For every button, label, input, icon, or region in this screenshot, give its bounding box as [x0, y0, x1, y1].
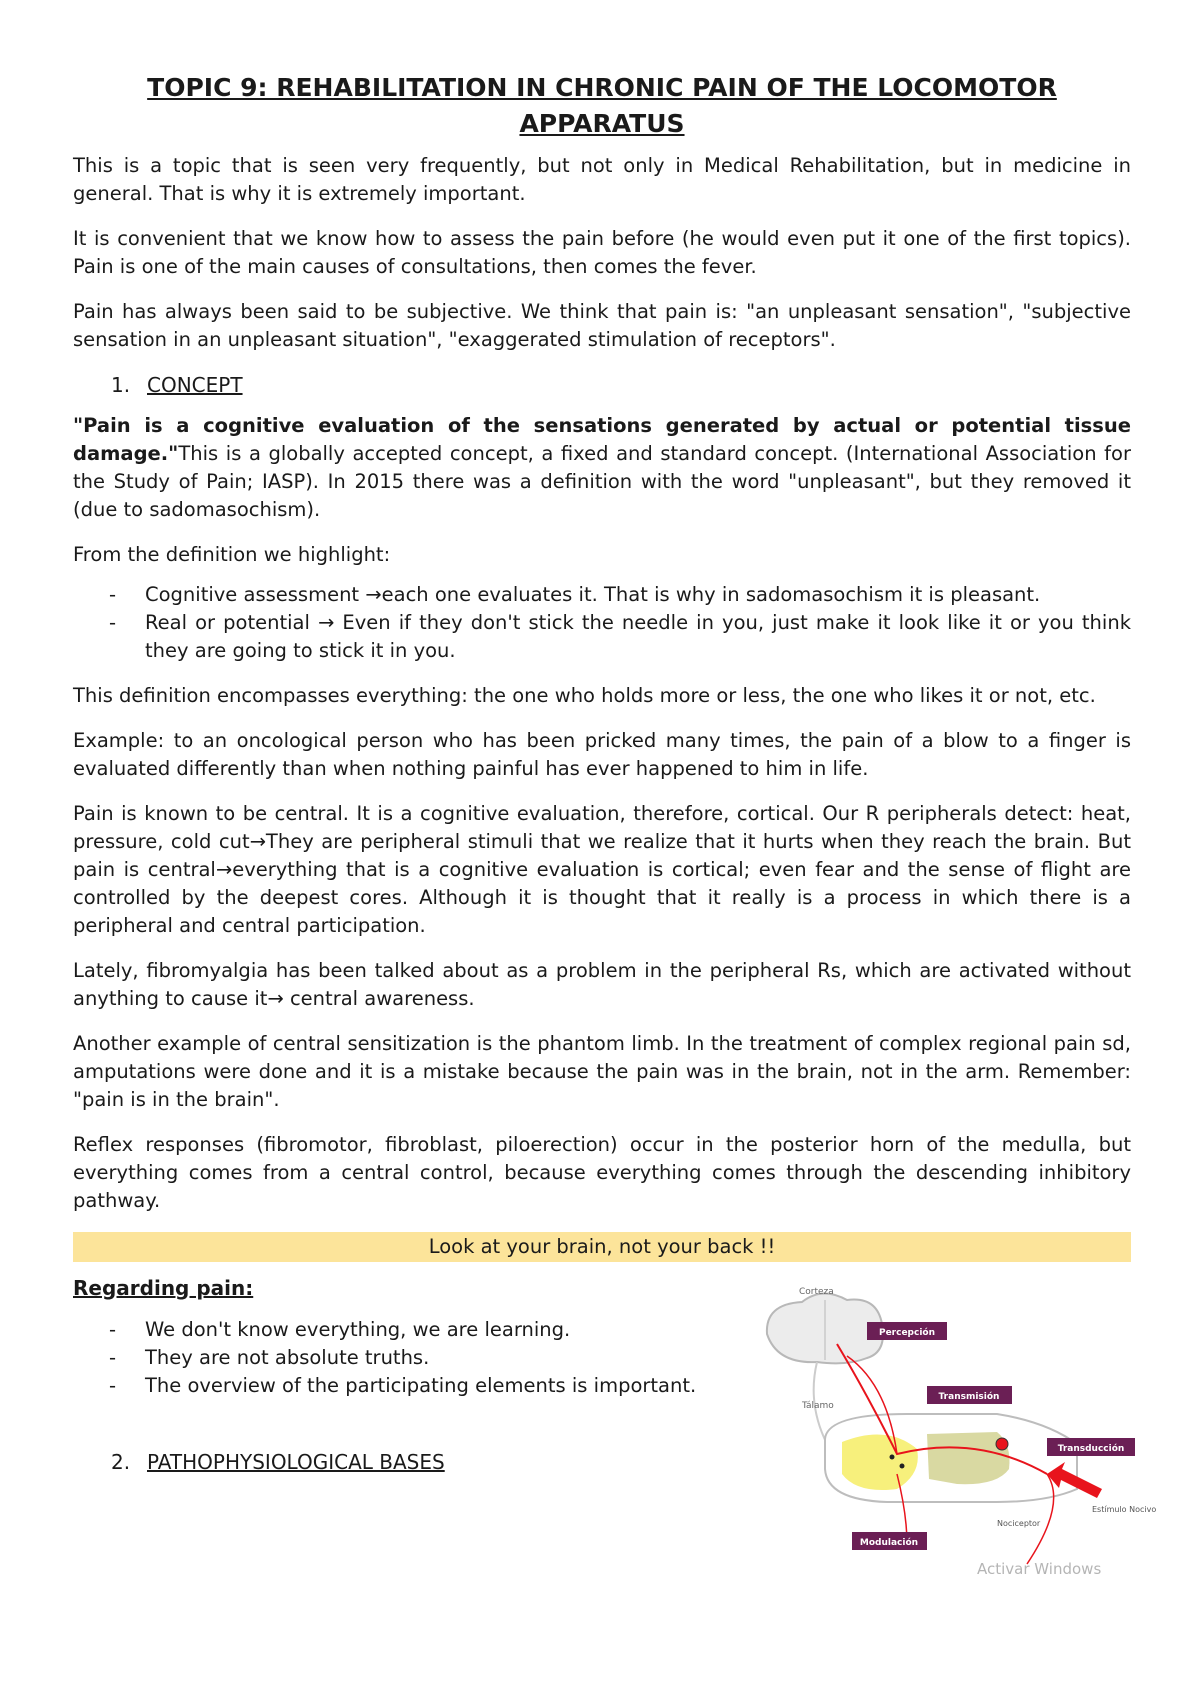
body-paragraph-1: This definition encompasses everything: the one who holds more or less, the one who likes it or not, etc.: [73, 684, 1096, 707]
dash-bullet: -: [109, 611, 117, 634]
pain-pathway-diagram: [747, 1274, 1197, 1586]
section-concept-heading: [111, 371, 1131, 399]
body-paragraph-6: Reflex responses (fibromotor, fibroblast, piloerection) occur in the posterior horn of the medulla, but everything comes from a central control, because everything comes through the descending inhibitory pathway.: [73, 1133, 1131, 1212]
list-item-text: The overview of the participating elements is important.: [145, 1374, 697, 1397]
list-item-text: They are not absolute truths.: [145, 1346, 430, 1369]
list-item: [73, 581, 1131, 609]
label-nociceptor: Nociceptor: [997, 1519, 1041, 1528]
intro-paragraph-2: It is convenient that we know how to assess the pain before (he would even put it one of the first topics). Pain is one of the main causes of consultations, then comes the fever.: [73, 227, 1131, 278]
regarding-list: [73, 1316, 733, 1400]
section-title: PATHOPHYSIOLOGICAL BASES: [147, 1450, 445, 1474]
body-paragraph-4: Lately, fibromyalgia has been talked about as a problem in the peripheral Rs, which are activated without anything to cause it→ central awareness.: [73, 959, 1131, 1010]
synapse-dot: [890, 1455, 895, 1460]
list-item: [73, 1372, 733, 1400]
label-estimulo: Estímulo Nocivo: [1092, 1505, 1157, 1514]
highlight-intro: From the definition we highlight:: [73, 543, 391, 566]
list-item-text: Real or potential → Even if they don't stick the needle in you, just make it look like it or you think they are going to stick it in you.: [145, 611, 1131, 662]
list-item: [73, 609, 1131, 665]
label-transduccion: Transducción: [1057, 1444, 1125, 1454]
label-percepcion: Percepción: [878, 1328, 936, 1338]
intro-paragraph-1: This is a topic that is seen very frequently, but not only in Medical Rehabilitation, but in medicine in general. That is why it is extremely important.: [73, 154, 1131, 205]
section-title: CONCEPT: [147, 373, 243, 397]
ganglion-dot: [996, 1438, 1008, 1450]
dash-bullet: -: [109, 583, 117, 606]
watermark-text: Activar Windows: [977, 1560, 1102, 1578]
body-paragraph-2: Example: to an oncological person who has been pricked many times, the pain of a blow to a finger is evaluated differently than when nothing painful has ever happened to him in life.: [73, 729, 1131, 780]
intro-paragraph-3: Pain has always been said to be subjective. We think that pain is: "an unpleasant sensation", "subjective sensation in an unpleasant situation", "exaggerated stimulation of receptors".: [73, 300, 1131, 351]
regarding-heading: Regarding pain:: [73, 1276, 254, 1300]
body-paragraph-5: Another example of central sensitization is the phantom limb. In the treatment of complex regional pain sd, amputations were done and it is a mistake because the pain was in the brain, not in the arm. Remember: "pain is in the brain".: [73, 1032, 1131, 1111]
label-corteza: Corteza: [799, 1287, 834, 1297]
page-title: TOPIC 9: REHABILITATION IN CHRONIC PAIN OF THE LOCOMOTOR APPARATUS: [147, 73, 1057, 138]
section-number: 2.: [111, 1450, 131, 1474]
dash-bullet: -: [109, 1346, 117, 1369]
definition-rest: This is a globally accepted concept, a fixed and standard concept. (International Association for the Study of Pain; IASP). In 2015 there was a definition with the word "unpleasant", but they removed it (due to sadomasochism).: [73, 442, 1131, 521]
list-item: [73, 1316, 733, 1344]
label-transmision: Transmisión: [938, 1392, 1000, 1402]
dorsal-horn-yellow: [842, 1434, 918, 1490]
section-pathophysiology-heading: [111, 1448, 733, 1476]
synapse-dot: [900, 1464, 905, 1469]
dash-bullet: -: [109, 1374, 117, 1397]
document-page: [73, 70, 1157, 1578]
regarding-section: [73, 1274, 1157, 1578]
pain-pathway-svg: [747, 1274, 1197, 1586]
list-item: [73, 1344, 733, 1372]
section-number: 1.: [111, 373, 131, 397]
body-paragraph-3: Pain is known to be central. It is a cognitive evaluation, therefore, cortical. Our R peripherals detect: heat, pressure, cold cut→They are peripheral stimuli that we realize that it hurts when they reach the brain. But pain is central→everything that is a cognitive evaluation is cortical; even fear and the sense of flight are controlled by the deepest cores. Although it is thought that it really is a process in which there is a peripheral and central participation.: [73, 802, 1131, 937]
label-talamo: Tálamo: [802, 1401, 834, 1411]
regarding-text-column: [73, 1274, 733, 1476]
label-modulacion: Modulación: [859, 1538, 919, 1548]
definition-quote: "Pain is a cognitive evaluation of the sensations generated by actual or potential tissue damage.": [73, 414, 1131, 465]
dash-bullet: -: [109, 1318, 117, 1341]
list-item-text: Cognitive assessment →each one evaluates it. That is why in sadomasochism it is pleasant.: [145, 583, 1041, 606]
highlight-list: [73, 581, 1131, 665]
list-item-text: We don't know everything, we are learning.: [145, 1318, 571, 1341]
callout-banner: Look at your brain, not your back !!: [73, 1232, 1131, 1262]
definition-paragraph: [73, 412, 1131, 524]
